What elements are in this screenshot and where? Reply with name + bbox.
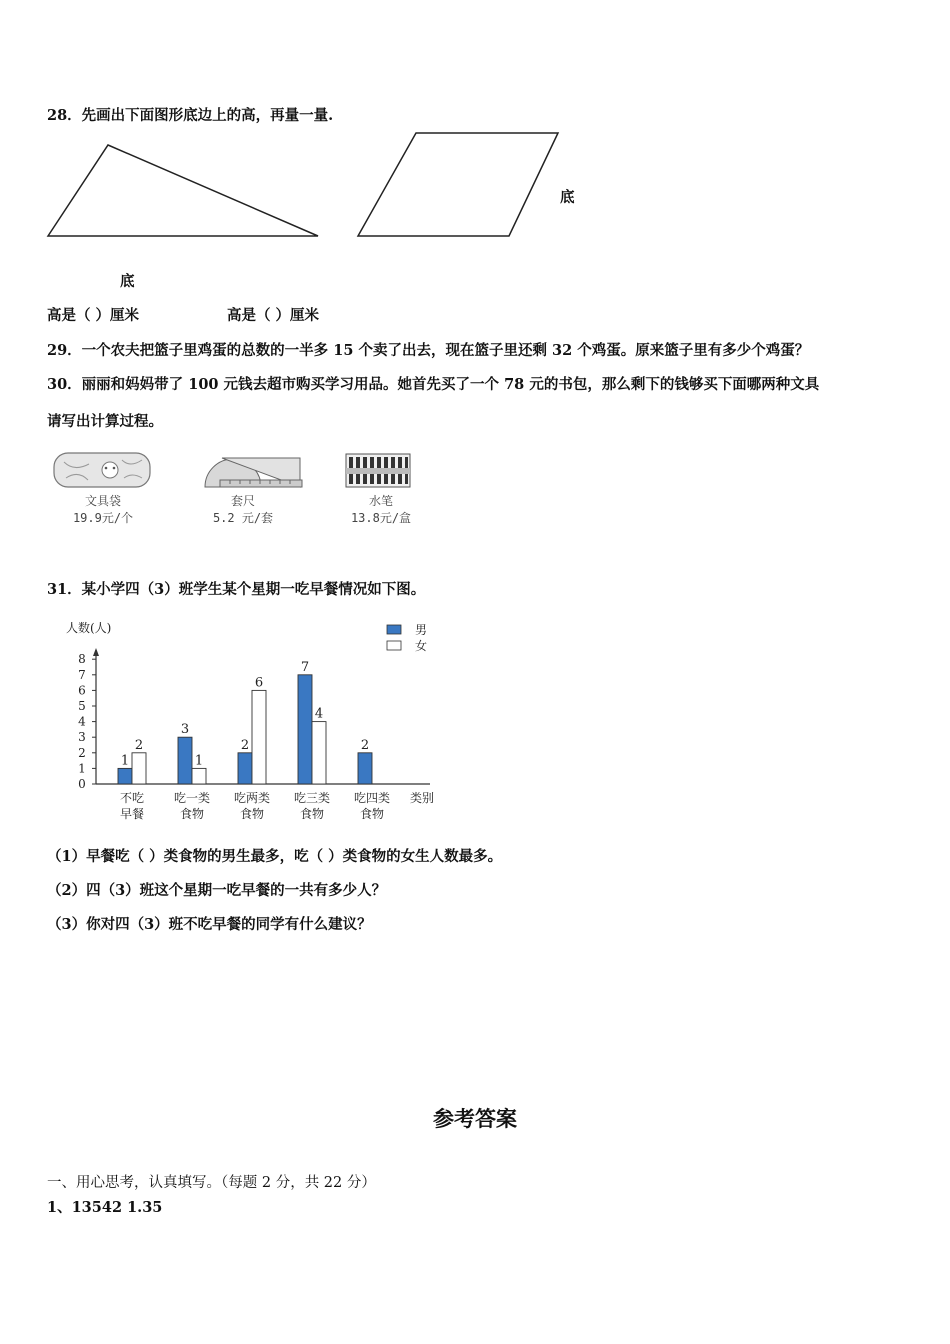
q31-sub1: （1）早餐吃（ ）类食物的男生最多，吃（ ）类食物的女生人数最多。	[47, 848, 503, 865]
y-tick-label: 0	[78, 777, 86, 791]
triangle-base-label: 底	[120, 273, 135, 290]
parallelogram-shape	[358, 133, 558, 236]
legend-swatch-boys	[387, 625, 401, 634]
q29-prompt: 29．一个农夫把篮子里鸡蛋的总数的一半多 15 个卖了出去，现在篮子里还剩 32 个鸡蛋。原来篮子里有多少个鸡蛋？	[47, 342, 810, 359]
x-category-label: 食物	[359, 807, 385, 821]
bar-label-girls: 4	[314, 706, 324, 722]
answer-triangle-height: 高是（ ）厘米	[47, 307, 140, 324]
parallelogram-base-label: 底	[560, 189, 575, 206]
item-name: 文具袋	[84, 494, 121, 508]
bar-girls	[192, 768, 206, 784]
bar-girls	[252, 690, 266, 784]
bar-boys	[118, 768, 132, 784]
item-price: 13.8元/盒	[350, 511, 412, 525]
answers-section1: 一、用心思考，认真填写。（每题 2 分，共 22 分）	[47, 1175, 376, 1191]
bar-boys	[238, 753, 252, 784]
y-tick-label: 4	[78, 714, 86, 729]
breakfast-bar-chart	[40, 612, 460, 827]
y-tick-label: 5	[78, 699, 86, 713]
pen-box-icon	[346, 454, 410, 487]
y-tick-label: 7	[78, 667, 86, 682]
y-tick-label: 2	[78, 745, 86, 760]
x-category-label: 吃四类	[353, 791, 391, 805]
x-category-label: 吃两类	[233, 791, 271, 805]
bar-label-girls: 1	[194, 753, 204, 769]
y-ticks	[78, 652, 96, 791]
item-price: 5.2 元/套	[212, 511, 274, 525]
answers-title: 参考答案	[433, 1107, 517, 1131]
bar-label-boys: 2	[240, 737, 250, 753]
y-tick-label: 8	[78, 652, 86, 667]
legend-label-boys: 男	[415, 623, 428, 637]
q30-prompt-line1: 30．丽丽和妈妈带了 100 元钱去超市购买学习用品。她首先买了一个 78 元的书包，那么剩下的钱够买下面哪两种文具	[47, 376, 820, 393]
ruler-set-icon	[205, 458, 302, 487]
q31-sub3: （3）你对四（3）班不吃早餐的同学有什么建议？	[47, 916, 372, 933]
bar-label-boys: 7	[300, 659, 310, 675]
y-axis-label: 人数(人)	[66, 621, 112, 635]
bar-label-girls: 6	[254, 675, 264, 691]
bar-boys	[298, 675, 312, 784]
y-tick-label: 6	[78, 683, 86, 698]
bar-boys	[358, 753, 372, 784]
bar-label-boys: 2	[360, 737, 370, 753]
bars	[118, 660, 372, 784]
y-tick-label: 3	[78, 730, 86, 745]
bar-boys	[178, 737, 192, 784]
item-pencil-case	[48, 492, 158, 526]
item-pen-box	[326, 492, 436, 526]
item-name: 套尺	[230, 494, 255, 508]
bar-label-boys: 3	[180, 722, 190, 738]
triangle-shape	[48, 145, 318, 236]
q28-prompt: 28．先画出下面图形底边上的高，再量一量.	[47, 107, 334, 124]
pencil-case-icon	[54, 453, 150, 487]
x-category-label: 吃一类	[173, 791, 211, 805]
bar-label-boys: 1	[120, 753, 130, 769]
answer-parallelogram-height: 高是（ ）厘米	[227, 307, 320, 324]
x-category-label: 早餐	[119, 807, 145, 821]
legend-swatch-girls	[387, 641, 401, 650]
q31-sub2: （2）四（3）班这个星期一吃早餐的一共有多少人？	[47, 882, 387, 899]
legend	[387, 623, 427, 653]
y-tick-label: 1	[78, 761, 86, 776]
legend-label-girls: 女	[415, 639, 428, 653]
stationery-images	[50, 450, 430, 495]
x-categories	[120, 790, 390, 821]
bar-girls	[312, 722, 326, 784]
q31-prompt: 31．某小学四（3）班学生某个星期一吃早餐情况如下图。	[47, 581, 426, 598]
bar-girls	[132, 753, 146, 784]
x-category-label: 食物	[179, 807, 205, 821]
item-price: 19.9元/个	[72, 511, 134, 525]
answer-1: 1、13542 1.35	[47, 1199, 163, 1216]
x-category-label: 食物	[299, 807, 325, 821]
x-axis-label: 类别	[410, 791, 435, 805]
item-ruler-set	[188, 492, 298, 526]
bar-label-girls: 2	[134, 737, 144, 753]
y-axis-arrow	[93, 648, 99, 656]
x-category-label: 吃三类	[293, 791, 331, 805]
q30-prompt-line2: 请写出计算过程。	[47, 413, 163, 430]
q28-shapes	[40, 125, 580, 245]
item-name: 水笔	[368, 494, 393, 508]
x-category-label: 食物	[239, 807, 265, 821]
x-category-label: 不吃	[119, 791, 145, 805]
